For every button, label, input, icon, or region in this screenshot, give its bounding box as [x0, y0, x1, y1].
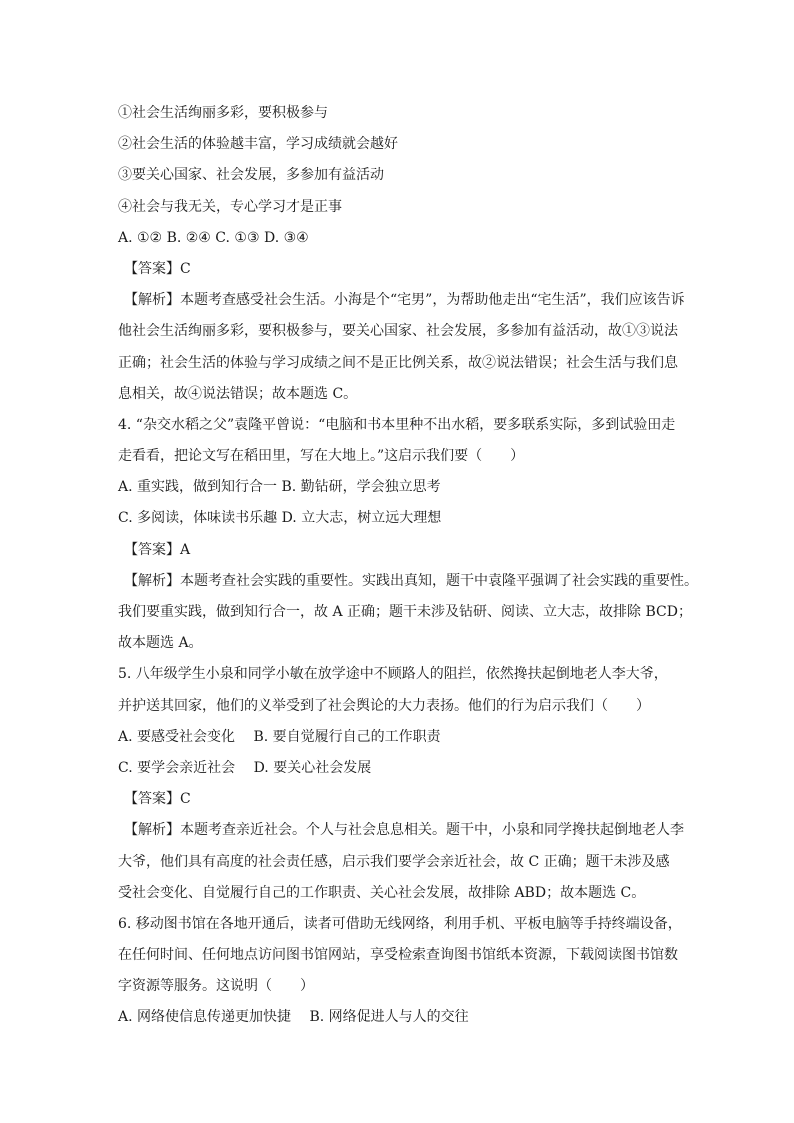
q4-choices-ab: A. 重实践，做到知行合一 B. 勤钻研，学会独立思考 — [118, 479, 441, 496]
q5-stem-line-2: 并护送其回家，他们的义举受到了社会舆论的大力表扬。他们的行为启示我们（ ） — [118, 697, 650, 714]
q5-stem-line-1: 5. 八年级学生小泉和同学小敏在放学途中不顾路人的阻拦，依然搀扶起倒地老人李大爷， — [118, 666, 668, 683]
q3-analysis-line-2: 他社会生活绚丽多彩，要积极参与，要关心国家、社会发展，多参加有益活动，故①③说法 — [118, 323, 678, 340]
q5-answer: 【答案】C — [124, 791, 191, 808]
q4-stem-line-2: 走看看，把论文写在稻田里，写在大地上。”这启示我们要（ ） — [118, 448, 525, 465]
option-statement-4: ④社会与我无关，专心学习才是正事 — [118, 198, 342, 215]
q6-stem-line-1: 6. 移动图书馆在各地开通后，读者可借助无线网络，利用手机、平板电脑等手持终端设备， — [118, 915, 682, 932]
q3-analysis-line-4: 息相关，故④说法错误；故本题选 C。 — [118, 385, 358, 402]
q3-analysis-line-3: 正确；社会生活的体验与学习成绩之间不是正比例关系，故②说法错误；社会生活与我们息 — [118, 354, 678, 371]
q4-analysis-line-1: 【解析】本题考查社会实践的重要性。实践出真知，题干中袁隆平强调了社会实践的重要性。 — [124, 572, 698, 589]
q5-choices-ab: A. 要感受社会变化 B. 要自觉履行自己的工作职责 — [118, 728, 441, 745]
q3-answer: 【答案】C — [124, 260, 191, 277]
q4-answer: 【答案】A — [124, 541, 191, 558]
q6-stem-line-2: 在任何时间、任何地点访问图书馆网站，享受检索查询图书馆纸本资源，下载阅读图书馆数 — [118, 947, 678, 964]
q4-analysis-line-3: 故本题选 A。 — [118, 635, 203, 652]
q5-choices-cd: C. 要学会亲近社会 D. 要关心社会发展 — [118, 759, 372, 776]
option-statement-2: ②社会生活的体验越丰富，学习成绩就会越好 — [118, 136, 398, 153]
q3-choices: A. ①② B. ②④ C. ①③ D. ③④ — [118, 229, 309, 246]
q6-stem-line-3: 字资源等服务。这说明（ ） — [118, 978, 314, 995]
option-statement-3: ③要关心国家、社会发展，多参加有益活动 — [118, 167, 384, 184]
document-body — [118, 98, 698, 1034]
q4-stem-line-1: 4. “杂交水稻之父”袁隆平曾说：“电脑和书本里种不出水稻，要多联系实际，多到试验田走 — [118, 416, 676, 433]
q4-choices-cd: C. 多阅读，体味读书乐趣 D. 立大志，树立远大理想 — [118, 510, 442, 527]
option-statement-1: ①社会生活绚丽多彩，要积极参与 — [118, 105, 328, 121]
q4-analysis-line-2: 我们要重实践，做到知行合一，故 A 正确；题干未涉及钻研、阅读、立大志，故排除 BCD； — [118, 604, 692, 620]
q6-choices-ab: A. 网络使信息传递更加快捷 B. 网络促进人与人的交往 — [118, 1009, 469, 1026]
q5-analysis-line-3: 受社会变化、自觉履行自己的工作职责、关心社会发展，故排除 ABD；故本题选 C。 — [118, 884, 646, 901]
q5-analysis-line-2: 大爷，他们具有高度的社会责任感，启示我们要学会亲近社会，故 C 正确；题干未涉及感 — [118, 853, 670, 870]
q5-analysis-line-1: 【解析】本题考查亲近社会。个人与社会息息相关。题干中，小泉和同学搀扶起倒地老人李 — [124, 822, 684, 839]
q3-analysis-line-1: 【解析】本题考查感受社会生活。小海是个“宅男”，为帮助他走出“宅生活”，我们应该告诉 — [124, 292, 685, 309]
